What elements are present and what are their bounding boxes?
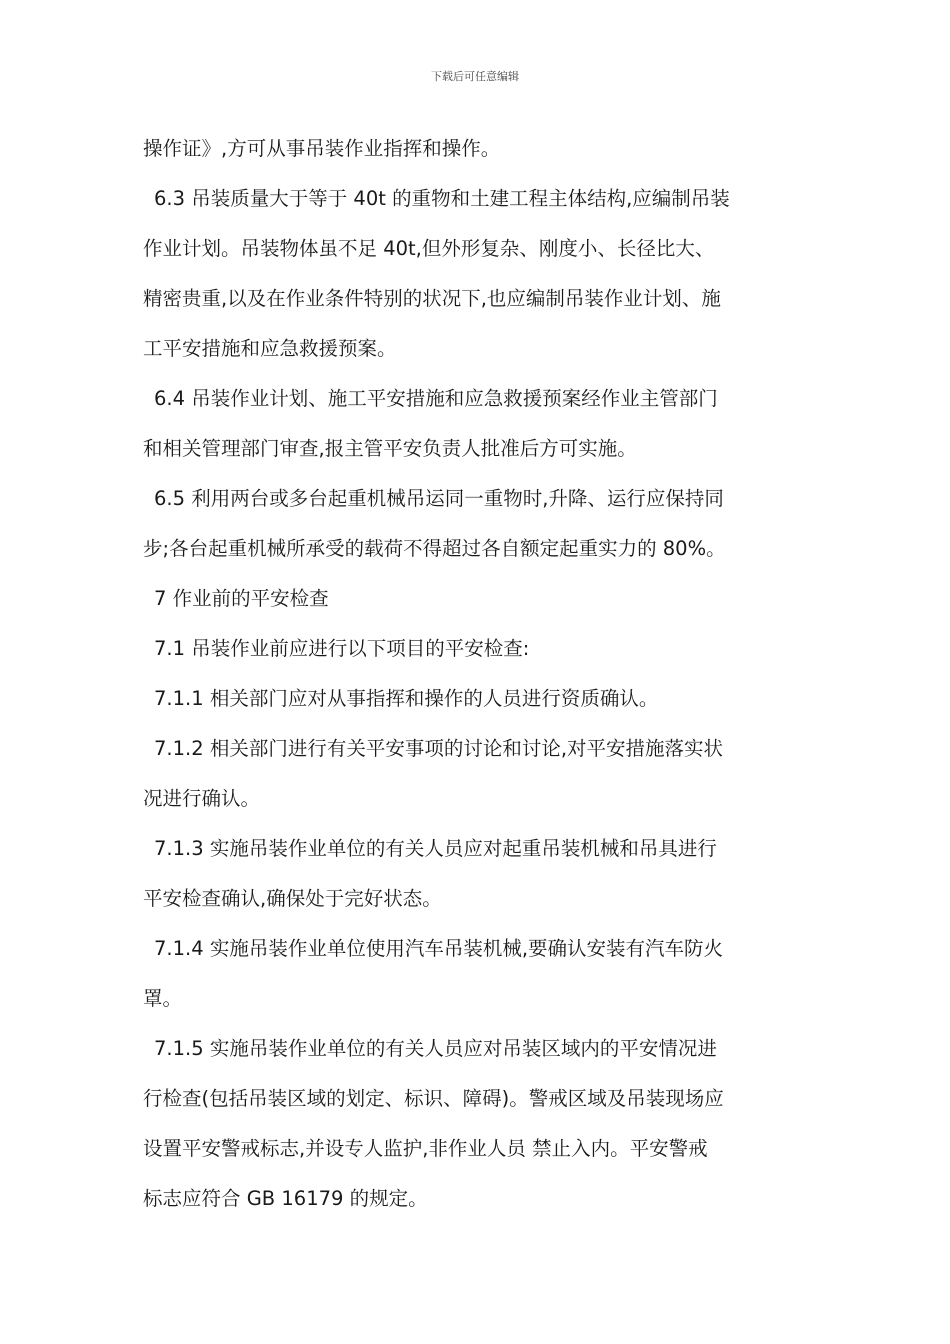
text-line: 操作证》,方可从事吊装作业指挥和操作。 — [143, 137, 501, 160]
text-line: 7.1 吊装作业前应进行以下项目的平安检查: — [154, 637, 530, 660]
text-line: 罩。 — [143, 987, 183, 1010]
text-line: 7.1.3 实施吊装作业单位的有关人员应对起重吊装机械和吊具进行 — [154, 837, 717, 860]
text-line: 7.1.1 相关部门应对从事指挥和操作的人员进行资质确认。 — [154, 687, 659, 710]
text-line: 7.1.2 相关部门进行有关平安事项的讨论和讨论,对平安措施落实状 — [154, 737, 724, 760]
page-header: 下载后可任意编辑 — [431, 70, 519, 83]
text-line: 步;各台起重机械所承受的载荷不得超过各自额定起重实力的 80%。 — [143, 537, 726, 560]
text-line: 精密贵重,以及在作业条件特别的状况下,也应编制吊装作业计划、施 — [143, 287, 721, 310]
text-line: 6.4 吊装作业计划、施工平安措施和应急救援预案经作业主管部门 — [154, 387, 718, 410]
text-line: 和相关管理部门审查,报主管平安负责人批准后方可实施。 — [143, 437, 637, 460]
text-line: 工平安措施和应急救援预案。 — [143, 337, 397, 360]
document-body — [143, 124, 823, 1224]
text-line: 6.5 利用两台或多台起重机械吊运同一重物时,升降、运行应保持同 — [154, 487, 724, 510]
text-line: 作业计划。吊装物体虽不足 40t,但外形复杂、刚度小、长径比大、 — [143, 237, 715, 260]
text-line: 6.3 吊装质量大于等于 40t 的重物和土建工程主体结构,应编制吊装 — [154, 187, 730, 210]
text-line: 设置平安警戒标志,并设专人监护,非作业人员 禁止入内。平安警戒 — [143, 1137, 708, 1160]
text-line: 况进行确认。 — [143, 787, 261, 810]
text-line: 标志应符合 GB 16179 的规定。 — [143, 1187, 428, 1210]
text-line: 7.1.4 实施吊装作业单位使用汽车吊装机械,要确认安装有汽车防火 — [154, 937, 724, 960]
text-line: 7.1.5 实施吊装作业单位的有关人员应对吊装区域内的平安情况进 — [154, 1037, 717, 1060]
text-line: 平安检查确认,确保处于完好状态。 — [143, 887, 442, 910]
text-line: 行检查(包括吊装区域的划定、标识、障碍)。警戒区域及吊装现场应 — [143, 1087, 724, 1110]
text-line: 7 作业前的平安检查 — [154, 587, 329, 610]
